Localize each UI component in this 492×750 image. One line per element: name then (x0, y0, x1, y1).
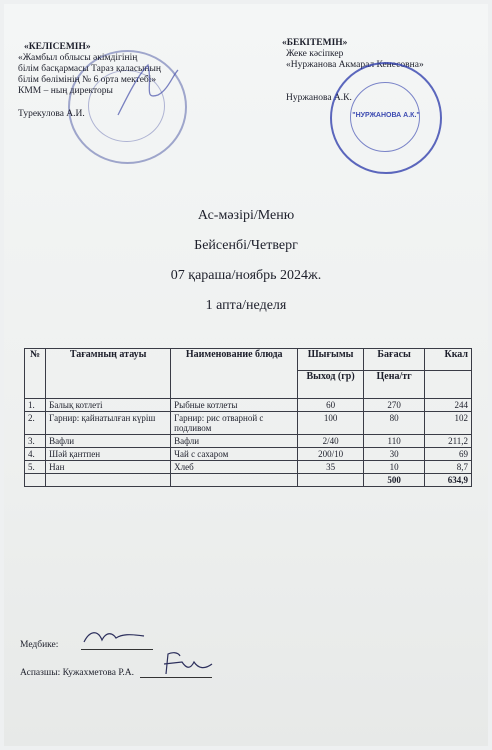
header-kcal: Ккал (425, 349, 472, 371)
day-title: Бейсенбі/Четверг (194, 238, 298, 253)
row-price: 270 (363, 399, 424, 412)
row-price: 30 (363, 448, 424, 461)
date-title: 07 қараша/ноябрь 2024ж. (170, 268, 322, 283)
table-row (25, 399, 472, 412)
header-price-ru: Цена/тг (363, 371, 424, 399)
table-row (25, 461, 472, 474)
approval-right-heading: «БЕКІТЕМІН» (282, 38, 348, 48)
row-name-ru: Вафли (171, 435, 298, 448)
row-price: 10 (363, 461, 424, 474)
cook-label: Аспазшы: Кужахметова Р.А. (20, 668, 135, 678)
row-name-ru: Чай с сахаром (171, 448, 298, 461)
menu-table (24, 348, 472, 487)
row-kcal: 8,7 (425, 461, 472, 474)
row-kcal: 244 (425, 399, 472, 412)
table-row (25, 448, 472, 461)
row-yield: 60 (298, 399, 364, 412)
row-price: 80 (363, 412, 424, 435)
header-yield-ru: Выход (гр) (298, 371, 364, 399)
row-yield: 200/10 (298, 448, 364, 461)
table-row (25, 435, 472, 448)
row-no: 3. (25, 435, 46, 448)
header-no: № (25, 349, 46, 399)
header-yield-kz: Шығымы (298, 349, 364, 371)
approval-right-line1: Жеке кәсіпкер (286, 49, 344, 59)
row-name-ru: Рыбные котлеты (171, 399, 298, 412)
table-row (25, 412, 472, 435)
row-kcal: 69 (425, 448, 472, 461)
menu-title: Ас-мәзірі/Меню (197, 208, 295, 223)
row-name-kz: Вафли (46, 435, 171, 448)
row-price: 110 (363, 435, 424, 448)
row-kcal: 102 (425, 412, 472, 435)
week-title: 1 апта/неделя (205, 298, 287, 313)
cook-signature (158, 648, 218, 678)
header-name-kz: Тағамның атауы (46, 349, 171, 399)
header-kcal-empty (425, 371, 472, 399)
nurse-label: Медбике: (20, 640, 59, 650)
approval-left-line2: білім басқармасы Тараз қаласының (18, 64, 161, 74)
row-name-kz: Нан (46, 461, 171, 474)
approval-left-line3: білім бөлімінің № 6 орта мектебі» (18, 75, 157, 85)
director-signature (108, 55, 188, 125)
row-no: 2. (25, 412, 46, 435)
header-price-kz: Бағасы (363, 349, 424, 371)
approval-left-name: Турекулова А.И. (18, 109, 85, 119)
approval-left-heading: «КЕЛІСЕМІН» (24, 42, 91, 52)
approval-right-name: Нуржанова А.К. (286, 93, 352, 103)
entrepreneur-stamp (330, 62, 442, 174)
approval-left-line4: КММ – ның директоры (18, 86, 113, 96)
header-name-ru: Наименование блюда (171, 349, 298, 399)
row-name-kz: Шәй қантпен (46, 448, 171, 461)
row-name-ru: Хлеб (171, 461, 298, 474)
row-no: 4. (25, 448, 46, 461)
row-kcal: 211,2 (425, 435, 472, 448)
row-yield: 100 (298, 412, 364, 435)
nurse-signature (80, 626, 150, 650)
approval-right-line2: «Нуржанова Акмарал Кенесовна» (286, 60, 424, 70)
stamp-text: "НУРЖАНОВА А.К." (352, 112, 420, 119)
row-no: 5. (25, 461, 46, 474)
total-row (25, 474, 472, 487)
row-name-ru: Гарнир: рис отварной с подливом (171, 412, 298, 435)
row-yield: 2/40 (298, 435, 364, 448)
total-price: 500 (363, 474, 424, 487)
row-name-kz: Гарнир: қайнатылған күріш (46, 412, 171, 435)
row-no: 1. (25, 399, 46, 412)
total-kcal: 634,9 (425, 474, 472, 487)
approval-left-line1: «Жамбыл облысы әкімдігінің (18, 53, 138, 63)
row-name-kz: Балық котлеті (46, 399, 171, 412)
row-yield: 35 (298, 461, 364, 474)
